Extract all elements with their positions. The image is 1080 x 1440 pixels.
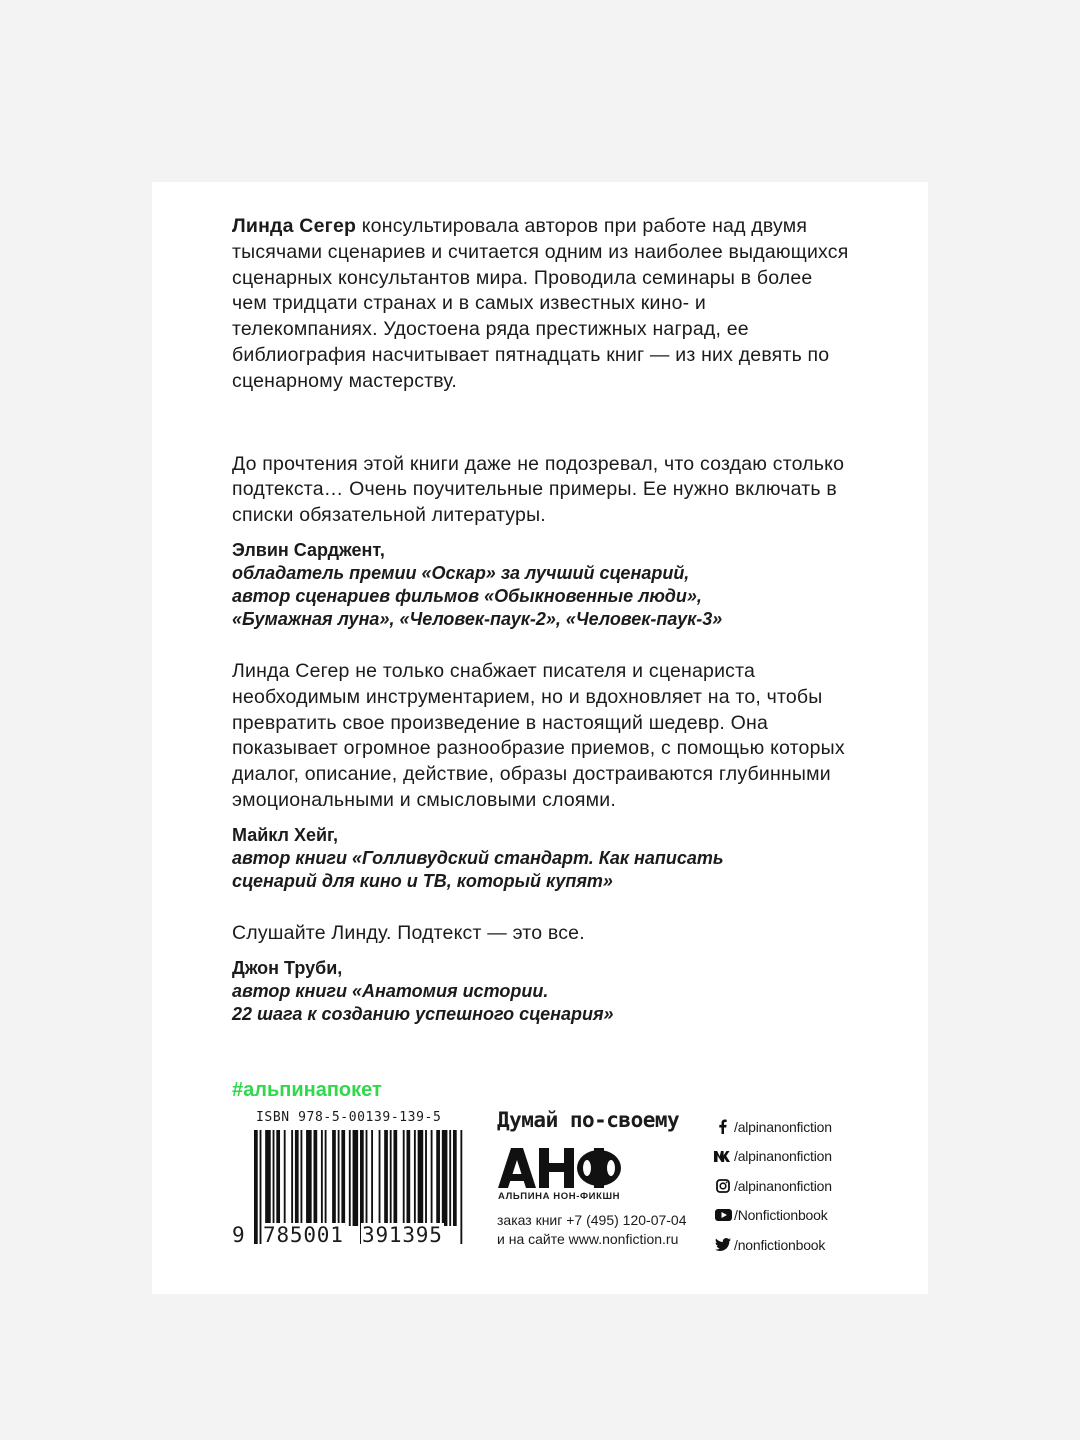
publisher-name: АЛЬПИНА НОН-ФИКШН [498, 1191, 621, 1202]
barcode-bar [276, 1130, 280, 1226]
quote-text: До прочтения этой книги даже не подозревал, что создаю столько подтекста… Очень поучительные примеры. Ее нужно включать в списки обязательной литературы. [232, 452, 845, 527]
social-youtube[interactable] [714, 1201, 832, 1231]
vk-icon [714, 1148, 732, 1164]
barcode-bar [284, 1130, 286, 1226]
social-twitter[interactable] [714, 1230, 832, 1260]
barcode-bar [332, 1130, 336, 1226]
quote-text: Слушайте Линду. Подтекст — это все. [232, 921, 585, 944]
book-back-cover [152, 182, 928, 1294]
barcode-bar [291, 1130, 293, 1226]
quote-author: Джон Труби, [232, 957, 343, 978]
barcode-bar [321, 1130, 323, 1226]
facebook-icon [714, 1119, 732, 1135]
ean-right-group: 391395 [362, 1223, 443, 1247]
quote-attribution [232, 957, 852, 1026]
barcode-bar [418, 1130, 424, 1226]
barcode-bar [390, 1130, 392, 1226]
barcode-bar [273, 1130, 275, 1226]
barcode-bar [300, 1130, 302, 1226]
instagram-icon [714, 1178, 732, 1194]
barcode-bar [453, 1130, 457, 1226]
barcode-bar [349, 1130, 351, 1226]
barcode-bar [436, 1130, 440, 1226]
social-label: /alpinanonfiction [734, 1148, 832, 1165]
social-links [714, 1112, 832, 1260]
barcode-bar [425, 1130, 427, 1226]
barcode-bar [431, 1130, 433, 1226]
barcode-bar [449, 1130, 451, 1226]
ean-first-digit: 9 [232, 1223, 245, 1247]
barcode-bar [384, 1130, 388, 1226]
barcode-bar [254, 1130, 258, 1244]
barcode-bar [295, 1130, 299, 1226]
order-info [497, 1211, 687, 1249]
order-website: и на сайте www.nonfiction.ru [497, 1231, 679, 1247]
barcode-bar [371, 1130, 373, 1226]
author-bio [232, 214, 852, 395]
quote-author: Элвин Сарджент, [232, 539, 385, 560]
slogan: Думай по-своему [497, 1108, 680, 1132]
bio-text: консультировала авторов при работе над двумя тысячами сценариев и считается одним из наиболее выдающихся сценарных консультантов мира. Проводила семинары в более чем тридцати странах и в самых известных кино- и телекомпаниях. Удостоена ряда престижных наград, ее библиография насчитывает пятнадцать книг — из них девять по сценарному мастерству. [232, 215, 849, 392]
barcode-bar [306, 1130, 312, 1226]
social-instagram[interactable] [714, 1171, 832, 1201]
social-vk[interactable] [714, 1142, 832, 1172]
social-label: /nonfictionbook [734, 1236, 826, 1253]
quote-attribution [232, 824, 852, 893]
quote-sargent [232, 452, 852, 631]
barcode-bar [353, 1130, 359, 1226]
quote-role-line: автор книги «Анатомия истории. [232, 980, 549, 1001]
barcode-bar [265, 1130, 271, 1226]
publisher-logo [498, 1148, 622, 1188]
quote-role-line: автор сценариев фильмов «Обыкновенные люди», [232, 585, 702, 606]
barcode-bar [379, 1130, 381, 1226]
quote-author: Майкл Хейг, [232, 824, 338, 845]
quote-role-line: сценарий для кино и ТВ, который купят» [232, 870, 613, 891]
barcode-bar [414, 1130, 416, 1226]
isbn-barcode [232, 1110, 472, 1246]
twitter-icon [714, 1237, 732, 1253]
barcode-bar [403, 1130, 405, 1226]
barcode-bar [442, 1130, 448, 1226]
barcode-bar [341, 1130, 345, 1226]
youtube-icon [714, 1207, 732, 1223]
barcode-bar [393, 1130, 397, 1226]
social-facebook[interactable] [714, 1112, 832, 1142]
author-name: Линда Сегер [232, 215, 357, 237]
isbn-number: ISBN 978-5-00139-139-5 [256, 1110, 442, 1125]
quote-role-line: автор книги «Голливудский стандарт. Как написать [232, 847, 724, 868]
quote-text: Линда Сегер не только снабжает писателя и сценариста необходимым инструментарием, но и вдохновляет на то, чтобы превратить свое произведение в настоящий шедевр. Она показывает огромное разнообразие приемов, с помощью которых диалог, описание, действие, образы достраиваются глубинными эмоциональными и смысловыми слоями. [232, 659, 845, 811]
quote-truby [232, 921, 852, 1026]
quote-role-line: «Бумажная луна», «Человек-паук-2», «Человек-паук-3» [232, 608, 723, 629]
social-label: /alpinanonfiction [734, 1177, 832, 1194]
hashtag: #альпинапокет [232, 1079, 382, 1101]
quote-hague [232, 659, 852, 893]
social-label: /Nonfictionbook [734, 1207, 828, 1224]
quote-role-line: 22 шага к созданию успешного сценария» [232, 1003, 614, 1024]
cover-text [232, 212, 852, 1026]
barcode-bar [460, 1130, 462, 1244]
barcode-bar [325, 1130, 327, 1226]
quote-role-line: обладатель премии «Оскар» за лучший сценарий, [232, 562, 690, 583]
barcode-bar [366, 1130, 368, 1226]
ean-left-group: 785001 [263, 1223, 344, 1247]
barcode-bar [314, 1130, 318, 1226]
barcode-bar [338, 1130, 340, 1226]
barcode-bar [406, 1130, 410, 1226]
order-phone: заказ книг +7 (495) 120-07-04 [497, 1212, 687, 1228]
quote-attribution [232, 539, 852, 631]
social-label: /alpinanonfiction [734, 1118, 832, 1135]
